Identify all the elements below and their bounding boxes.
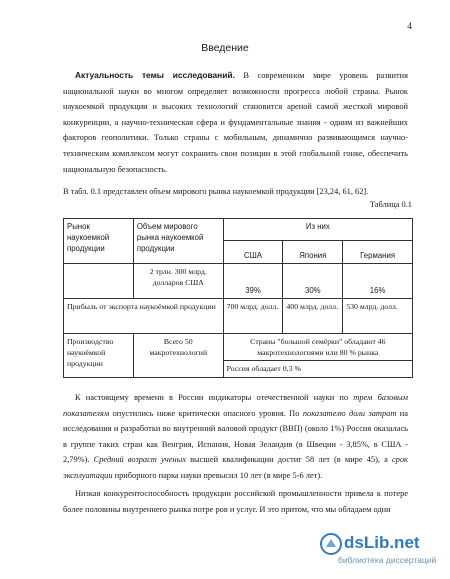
share-label-cell bbox=[64, 264, 134, 299]
paragraph-competitiveness: Низкая конкурентоспособность продукции российской промышленности привела к потере более половины внутреннего рынка потре ров и услуг. И это притом, что мы обладаем одни bbox=[63, 489, 408, 514]
big-seven-share: Страны "большой семёрки" обладают 46 макротехнологиями или 80 % рынка bbox=[223, 334, 412, 361]
indicators-text-1: К настоящему времени в России индикаторы отечественной науки по bbox=[75, 393, 354, 402]
header-of-them: Из них bbox=[223, 219, 412, 241]
header-market: Рынок наукоемкой продукции bbox=[64, 219, 134, 264]
indicators-text-2: опустились ниже критически опасного уровня. По bbox=[109, 408, 303, 418]
page-number: 4 bbox=[407, 22, 412, 32]
table-header-row bbox=[64, 219, 413, 241]
profit-label: Прибыль от экспорта наукоёмкой продукции bbox=[64, 299, 224, 334]
indicators-italic-3: Средний возраст ученых bbox=[93, 455, 186, 465]
indicators-text-5: приборного парка науки превысил 10 лет (в мире 5-6 лет). bbox=[112, 470, 323, 480]
production-label: Производство наукоёмкой продукции bbox=[64, 334, 134, 378]
indicators-text-3: на исследования и разработки во внутренний валовой продукт (ВВП) (около 1%) Россия оказалась в группе таких стран как Венгрия, Испания, Новая Зеландия (в Швеции - 3,85%, в США - 2,79%). bbox=[63, 408, 408, 465]
header-germany: Германия bbox=[343, 241, 413, 264]
indicators-italic-4: срок эксплуатации bbox=[63, 455, 408, 480]
dslib-logo-icon bbox=[320, 533, 342, 555]
share-usa: 39% bbox=[223, 264, 283, 299]
indicators-italic-1: трем базовым показателям bbox=[63, 393, 408, 418]
header-usa: США bbox=[223, 241, 283, 264]
watermark-title: dsLib.net bbox=[344, 533, 420, 552]
table-intro: В табл. 0.1 представлен объем мирового рынка наукоемкой продукции [23,24, 61, 62]. bbox=[63, 187, 369, 196]
indicators-italic-2: показателю доли затрат bbox=[302, 408, 397, 418]
russia-share: Россия обладает 0,3 % bbox=[223, 361, 412, 378]
production-total: Всего 50 макротехнологий bbox=[133, 334, 223, 378]
header-volume: Объем мирового рынка наукоемкой продукции bbox=[133, 219, 223, 264]
table-label: Таблица 0.1 bbox=[369, 200, 412, 209]
paragraph-indicators bbox=[63, 390, 408, 484]
watermark-subtitle: библиотека диссертаций bbox=[338, 555, 437, 565]
indicators-text-4: высшей квалификации достиг 58 лет (в мире 45), а bbox=[185, 455, 392, 465]
profit-usa: 700 млрд. долл. bbox=[223, 299, 283, 334]
page-heading: Введение bbox=[201, 42, 249, 54]
relevance-lead: Актуальность темы исследований. bbox=[75, 70, 235, 80]
profit-japan: 400 млрд. долл. bbox=[283, 299, 343, 334]
share-germany: 16% bbox=[343, 264, 413, 299]
table-share-row bbox=[64, 264, 413, 299]
header-japan: Япония bbox=[283, 241, 343, 264]
market-table bbox=[63, 218, 413, 378]
paragraph-relevance bbox=[63, 68, 408, 177]
share-japan: 30% bbox=[283, 264, 343, 299]
total-volume: 2 трлн. 300 млрд. долларов США bbox=[133, 264, 223, 299]
table-production-row bbox=[64, 334, 413, 361]
profit-germany: 530 млрд. долл. bbox=[343, 299, 413, 334]
dslib-watermark bbox=[318, 531, 436, 571]
relevance-text: В современном мире уровень развития национальной науки во многом определяет возможности прогресса любой страны. Рынок наукоемкой продукции и высоких технологий становится ареной самой жесткой мировой конкуренции, а научно-техническая сфера и фундаментальные знания - одним из важнейших факторов геополитики. Только страны с мобильным, динамично развивающимся научно-техническим комплексом могут сохранить свои позиции в этой глобальной гонке, обеспечить национальную безопасность. bbox=[63, 71, 408, 174]
table-profit-row bbox=[64, 299, 413, 334]
